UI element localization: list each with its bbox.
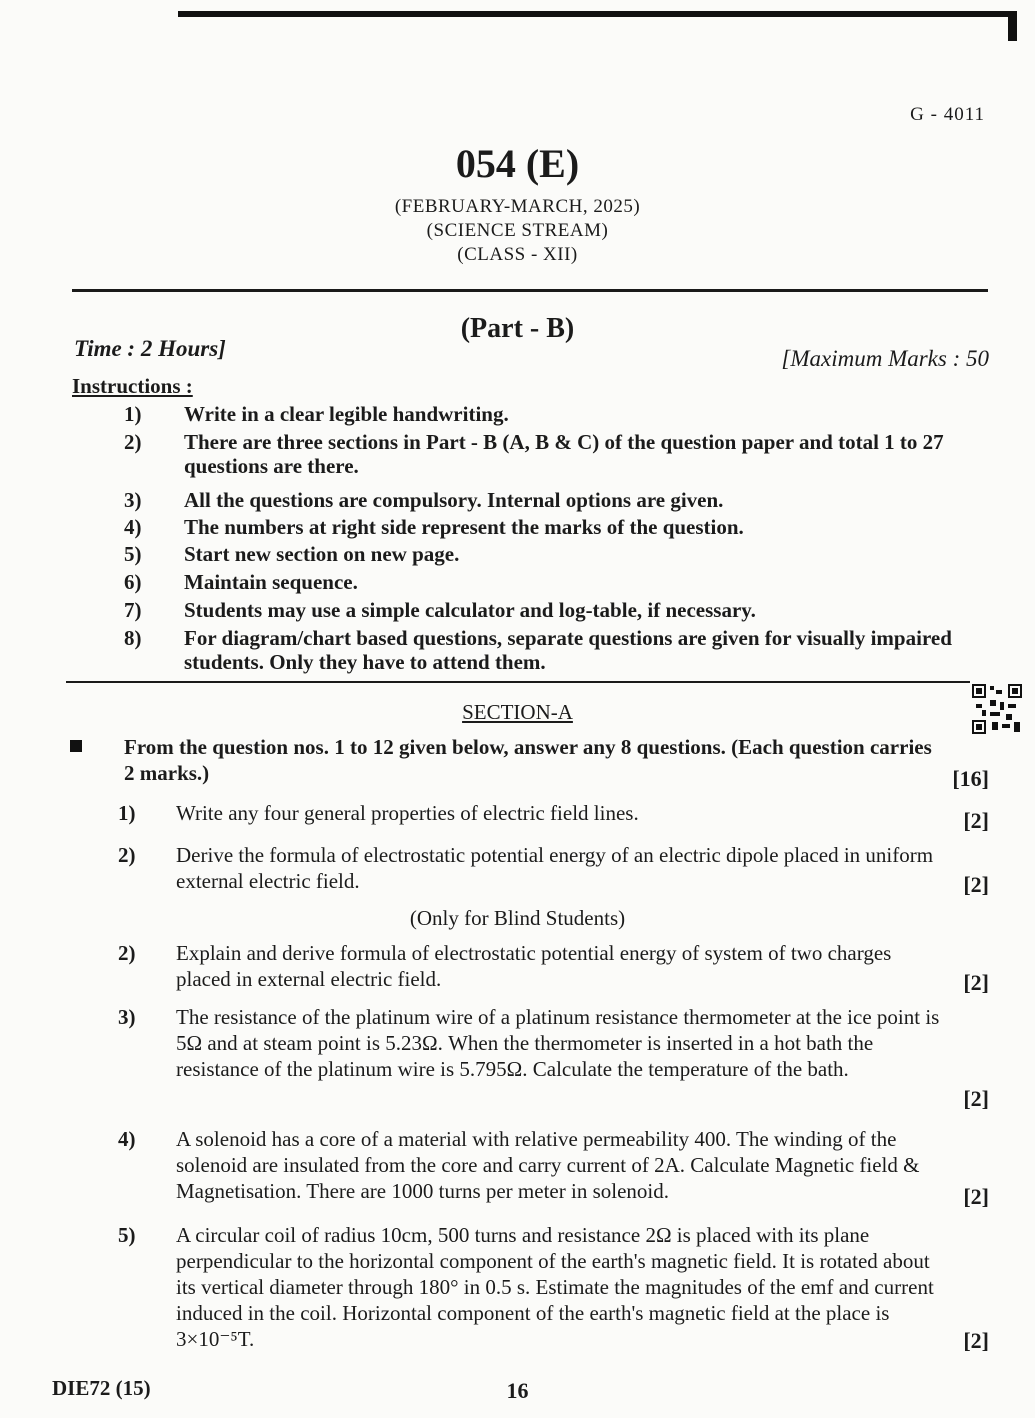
top-border-line bbox=[178, 11, 1010, 17]
instructions-heading: Instructions : bbox=[72, 374, 193, 398]
instruction-number: 4) bbox=[124, 515, 142, 539]
instruction-text: Start new section on new page. bbox=[184, 542, 460, 566]
qr-code-icon bbox=[972, 684, 1022, 734]
instruction-number: 2) bbox=[124, 430, 142, 454]
footer-code: DIE72 (15) bbox=[52, 1376, 151, 1400]
question-marks: [2] bbox=[963, 1184, 989, 1209]
part-title: (Part - B) bbox=[460, 313, 575, 344]
instruction-text: There are three sections in Part - B (A, B & C) of the question paper and total 1 to 27 questions are there. bbox=[184, 430, 944, 478]
question-number: 4) bbox=[118, 1127, 136, 1151]
question-item bbox=[118, 1222, 940, 1352]
exam-session: (FEBRUARY-MARCH, 2025) bbox=[394, 196, 641, 217]
question-marks: [2] bbox=[963, 872, 989, 897]
question-item bbox=[118, 1004, 940, 1082]
question-marks: [2] bbox=[963, 808, 989, 833]
header-divider bbox=[72, 289, 988, 292]
instruction-item bbox=[124, 402, 992, 426]
instruction-number: 8) bbox=[124, 626, 142, 650]
instruction-item bbox=[124, 626, 992, 674]
directive-marks: [16] bbox=[952, 766, 989, 791]
instruction-number: 6) bbox=[124, 570, 142, 594]
instruction-item bbox=[124, 430, 992, 478]
instruction-number: 7) bbox=[124, 598, 142, 622]
instruction-text: Write in a clear legible handwriting. bbox=[184, 402, 509, 426]
instruction-item bbox=[124, 570, 992, 594]
instruction-number: 1) bbox=[124, 402, 142, 426]
instruction-item bbox=[124, 488, 992, 512]
question-text: Write any four general properties of electric field lines. bbox=[176, 801, 639, 825]
instructions-divider bbox=[66, 681, 970, 683]
time-allowed: Time : 2 Hours] bbox=[74, 336, 226, 361]
question-item bbox=[118, 800, 940, 826]
question-item bbox=[118, 940, 940, 992]
question-number: 2) bbox=[118, 941, 136, 965]
top-border-hook bbox=[1008, 11, 1017, 41]
paper-reference: G - 4011 bbox=[910, 104, 985, 125]
question-number: 5) bbox=[118, 1223, 136, 1247]
maximum-marks: [Maximum Marks : 50 bbox=[781, 346, 989, 371]
instruction-item bbox=[124, 542, 992, 566]
question-marks: [2] bbox=[963, 970, 989, 995]
question-number: 2) bbox=[118, 843, 136, 867]
section-a-title: SECTION-A bbox=[462, 700, 573, 724]
instruction-text: For diagram/chart based questions, separate questions are given for visually impaired students. Only they have to attend them. bbox=[184, 626, 952, 674]
section-directive: From the question nos. 1 to 12 given below, answer any 8 questions. (Each question carries 2 marks.) bbox=[124, 735, 932, 785]
question-marks: [2] bbox=[963, 1328, 989, 1353]
instruction-item bbox=[124, 598, 992, 622]
exam-stream: (SCIENCE STREAM) bbox=[426, 220, 609, 241]
question-text: Derive the formula of electrostatic potential energy of an electric dipole placed in uniform external electric field. bbox=[176, 843, 934, 893]
question-number: 1) bbox=[118, 801, 136, 825]
question-text: Explain and derive formula of electrostatic potential energy of system of two charges placed in external electric field. bbox=[176, 941, 892, 991]
blind-students-note: (Only for Blind Students) bbox=[409, 906, 626, 930]
page-number: 16 bbox=[506, 1378, 529, 1403]
instruction-number: 5) bbox=[124, 542, 142, 566]
question-marks: [2] bbox=[963, 1086, 989, 1111]
instruction-text: All the questions are compulsory. Internal options are given. bbox=[184, 488, 724, 512]
bullet-icon bbox=[70, 740, 82, 752]
question-number: 3) bbox=[118, 1005, 136, 1029]
exam-class: (CLASS - XII) bbox=[457, 244, 578, 265]
instruction-text: Students may use a simple calculator and log-table, if necessary. bbox=[184, 598, 756, 622]
instruction-number: 3) bbox=[124, 488, 142, 512]
question-text: A circular coil of radius 10cm, 500 turns and resistance 2Ω is placed with its plane perpendicular to the horizontal component of the earth's magnetic field. It is rotated about its vertical diameter through 180° in 0.5 s. Estimate the magnitudes of the emf and current induced in the coil. Horizontal component of the earth's magnetic field at the place is 3×10⁻⁵T. bbox=[176, 1223, 934, 1351]
instruction-text: Maintain sequence. bbox=[184, 570, 358, 594]
instruction-item bbox=[124, 515, 992, 539]
instruction-text: The numbers at right side represent the marks of the question. bbox=[184, 515, 744, 539]
question-item bbox=[118, 1126, 940, 1204]
question-text: A solenoid has a core of a material with relative permeability 400. The winding of the solenoid are insulated from the core and carry current of 2A. Calculate Magnetic field & Magnetisation. There are 1000 turns per meter in solenoid. bbox=[176, 1127, 920, 1203]
question-text: The resistance of the platinum wire of a platinum resistance thermometer at the ice point is 5Ω and at steam point is 5.23Ω. When the thermometer is inserted in a hot bath the resistance of the platinum wire is 5.795Ω. Calculate the temperature of the bath. bbox=[176, 1005, 940, 1081]
question-item bbox=[118, 842, 940, 894]
paper-code: 054 (E) bbox=[455, 141, 580, 186]
